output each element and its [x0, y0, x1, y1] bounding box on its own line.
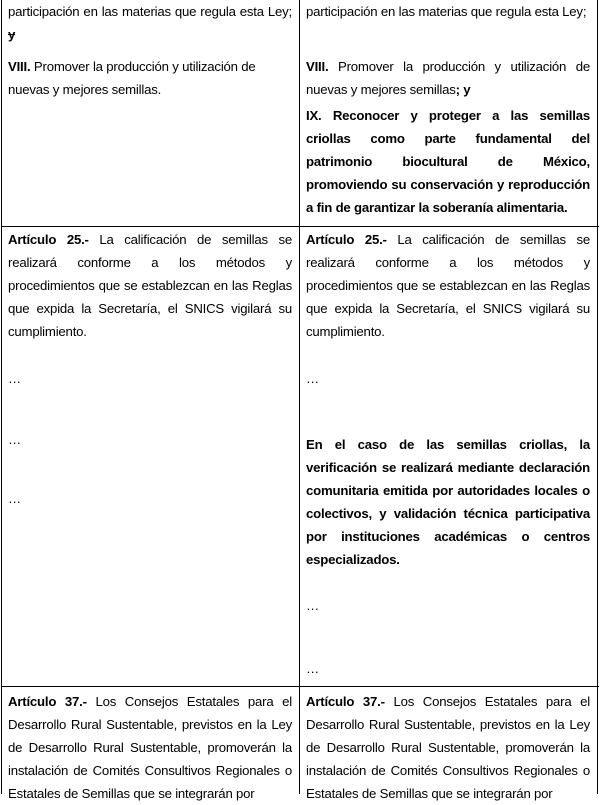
ellipsis: …	[306, 661, 319, 676]
added-text: En el caso de las semillas criollas, la verificación se realizará mediante declaración comunitaria emitida por autoridades locales o colectivos, y validación técnica participativa por instituciones académicas o centros especializados.	[306, 437, 590, 567]
struck-text: y	[8, 27, 16, 42]
fraction-number: VIII.	[306, 59, 329, 74]
paragraph	[306, 0, 590, 23]
article-25	[8, 228, 292, 343]
article-title: Artículo 37.-	[8, 694, 87, 709]
article-37	[8, 690, 292, 805]
row-divider	[1, 226, 599, 227]
paragraph-text: Promover la producción y utilización de nuevas y mejores semillas.	[8, 59, 256, 97]
ellipsis: …	[8, 491, 21, 506]
fraction-number: VIII.	[8, 59, 31, 74]
added-text: IX. Reconocer y proteger a las semillas criollas como parte fundamental del patrimonio biocultural de México, promoviendo su conservación y reproducción a fin de garantizar la soberanía alimentaria.	[306, 108, 590, 215]
article-25	[306, 228, 590, 343]
article-text: Los Consejos Estatales para el Desarrollo Rural Sustentable, previstos en la Ley de Desarrollo Rural Sustentable, promoverán la instalación de Comités Consultivos Regionales o Estatales de Semillas que se integrarán por	[306, 694, 590, 801]
article-title: Artículo 25.-	[8, 232, 89, 247]
ellipsis: …	[8, 432, 21, 447]
paragraph-text: participación en las materias que regula esta Ley;	[306, 4, 587, 19]
paragraph-text: Promover la producción y utilización de nuevas y mejores semillas	[306, 59, 590, 97]
article-title: Artículo 37.-	[306, 694, 385, 709]
added-text: ; y	[455, 82, 471, 97]
article-text: La calificación de semillas se realizará conforme a los métodos y procedimientos que se establezcan en las Reglas que expida la Secretaría, el SNICS vigilará su cumplimiento.	[306, 232, 591, 339]
fraction-viii	[8, 55, 292, 101]
ellipsis: …	[306, 598, 319, 613]
article-title: Artículo 25.-	[306, 232, 387, 247]
article-text: Los Consejos Estatales para el Desarrollo Rural Sustentable, previstos en la Ley de Desarrollo Rural Sustentable, promoverán la instalación de Comités Consultivos Regionales o Estatales de Semillas que se integrarán por	[8, 694, 292, 801]
fraction-viii	[306, 55, 590, 101]
fraction-ix	[306, 104, 590, 219]
ellipsis: …	[306, 371, 319, 386]
paragraph-text: participación en las materias que regula esta Ley;	[8, 4, 292, 19]
row-divider	[1, 686, 599, 687]
ellipsis: …	[8, 371, 21, 386]
article-text: La calificación de semillas se realizará conforme a los métodos y procedimientos que se establezcan en las Reglas que expida la Secretaría, el SNICS vigilará su cumplimiento.	[8, 232, 293, 339]
table-border-left	[1, 0, 2, 794]
paragraph	[8, 0, 292, 46]
column-divider	[299, 0, 300, 794]
article-37	[306, 690, 590, 805]
added-paragraph	[306, 433, 590, 571]
table-border-right	[597, 0, 598, 794]
